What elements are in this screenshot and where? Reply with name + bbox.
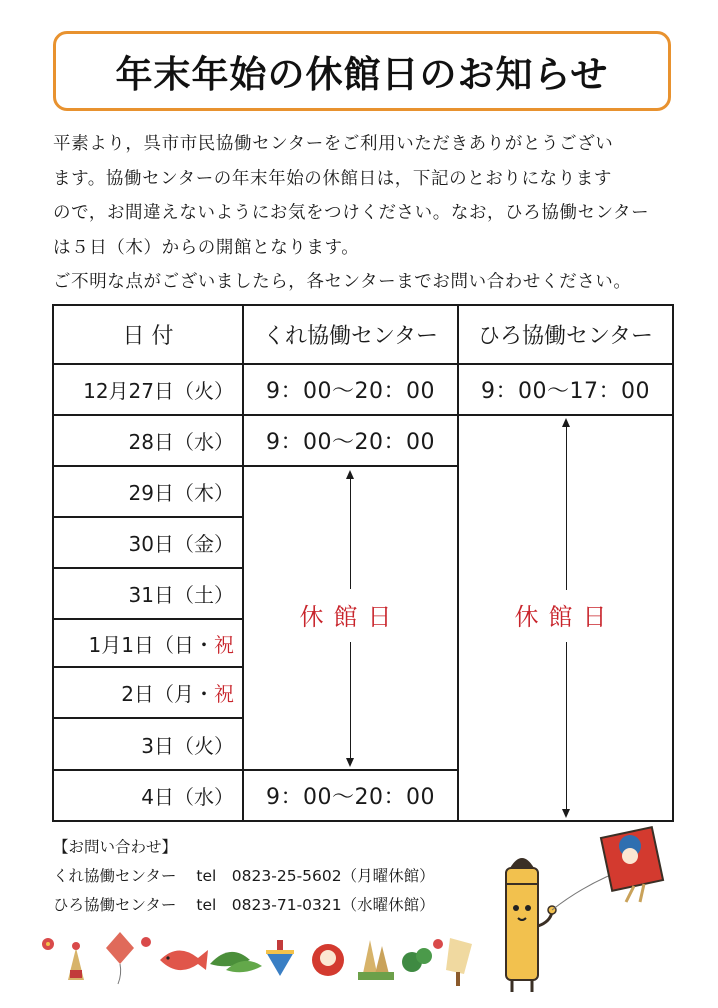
sea-bream-icon xyxy=(160,950,208,970)
arrow-up-icon xyxy=(562,418,570,427)
date-cell: 28日（水） xyxy=(128,430,234,454)
contact-line-kure xyxy=(53,862,435,891)
arrow-line xyxy=(350,642,351,758)
kadomatsu-icon xyxy=(358,940,394,980)
intro-line: ので，お間違えないようにお気をつけください。なお，ひろ協働センター xyxy=(53,203,650,223)
date-text: 2日（月・ xyxy=(121,682,214,706)
contact-name: ひろ協働センター xyxy=(53,896,177,914)
contact-tel: tel 0823-25-5602（月曜休館） xyxy=(196,867,435,885)
hiro-closed: 休館日 xyxy=(514,602,617,631)
contact-info xyxy=(53,833,435,920)
intro-line: ます。協働センターの年末年始の休館日は，下記のとおりになります xyxy=(53,168,612,189)
flower-icon xyxy=(433,939,443,949)
contact-line-hiro xyxy=(53,891,435,920)
date-cell xyxy=(54,668,242,717)
hiro-hours: 9：00〜17：00 xyxy=(481,379,650,404)
mascot-illustration xyxy=(494,826,684,996)
date-cell: 30日（金） xyxy=(128,532,234,556)
header-date: 日 付 xyxy=(122,324,174,349)
arrow-down-icon xyxy=(562,809,570,818)
arrow-line xyxy=(566,642,567,809)
kite-icon xyxy=(601,827,663,902)
daruma-icon xyxy=(312,944,344,976)
header-kure: くれ協働センター xyxy=(262,324,439,349)
page-title: 年末年始の休館日のお知らせ xyxy=(115,53,609,96)
contact-heading: 【お問い合わせ】 xyxy=(53,838,178,856)
contact-tel: tel 0823-71-0321（水曜休館） xyxy=(196,896,435,914)
pine-icon xyxy=(402,948,432,972)
arrow-line xyxy=(566,427,567,590)
hagoita-icon xyxy=(446,938,472,986)
date-cell: 12月27日（火） xyxy=(83,379,234,403)
kure-hours: 9：00〜20：00 xyxy=(266,379,435,404)
date-cell xyxy=(54,620,242,666)
date-cell: 3日（火） xyxy=(141,733,234,758)
kure-hours: 9：00〜20：00 xyxy=(266,785,435,810)
schedule-table xyxy=(52,304,674,822)
holiday-mark: 祝 xyxy=(214,682,234,706)
contact-name: くれ協働センター xyxy=(53,867,177,885)
spinning-top-icon xyxy=(266,940,294,976)
date-cell: 29日（木） xyxy=(128,481,234,505)
intro-line: ご不明な点がございましたら，各センターまでお問い合わせください。 xyxy=(53,272,632,292)
kadomatsu-icon xyxy=(68,942,84,980)
date-cell: 4日（水） xyxy=(141,785,234,809)
kite-icon xyxy=(106,932,134,984)
intro-text xyxy=(53,127,675,300)
kure-hours: 9：00〜20：00 xyxy=(266,430,435,455)
holiday-mark: 祝 xyxy=(214,632,234,657)
date-cell: 31日（土） xyxy=(128,583,234,607)
intro-line: は５日（木）からの開館となります。 xyxy=(53,237,360,258)
arrow-down-icon xyxy=(346,758,354,767)
table-border xyxy=(52,820,674,822)
intro-line: 平素より，呉市市民協働センターをご利用いただきありがとうござい xyxy=(53,134,614,154)
date-text: 1月1日（日・ xyxy=(88,632,214,657)
arrow-up-icon xyxy=(346,470,354,479)
bamboo-leaf-icon xyxy=(210,952,262,972)
new-year-decorations xyxy=(40,930,490,990)
flower-icon xyxy=(141,937,151,947)
title-box xyxy=(53,31,671,111)
header-hiro: ひろ協働センター xyxy=(477,324,654,349)
arrow-line xyxy=(350,479,351,589)
pencil-mascot-icon xyxy=(506,858,556,992)
kure-closed: 休館日 xyxy=(299,602,402,631)
table-border xyxy=(672,304,674,822)
flower-icon xyxy=(42,938,54,950)
